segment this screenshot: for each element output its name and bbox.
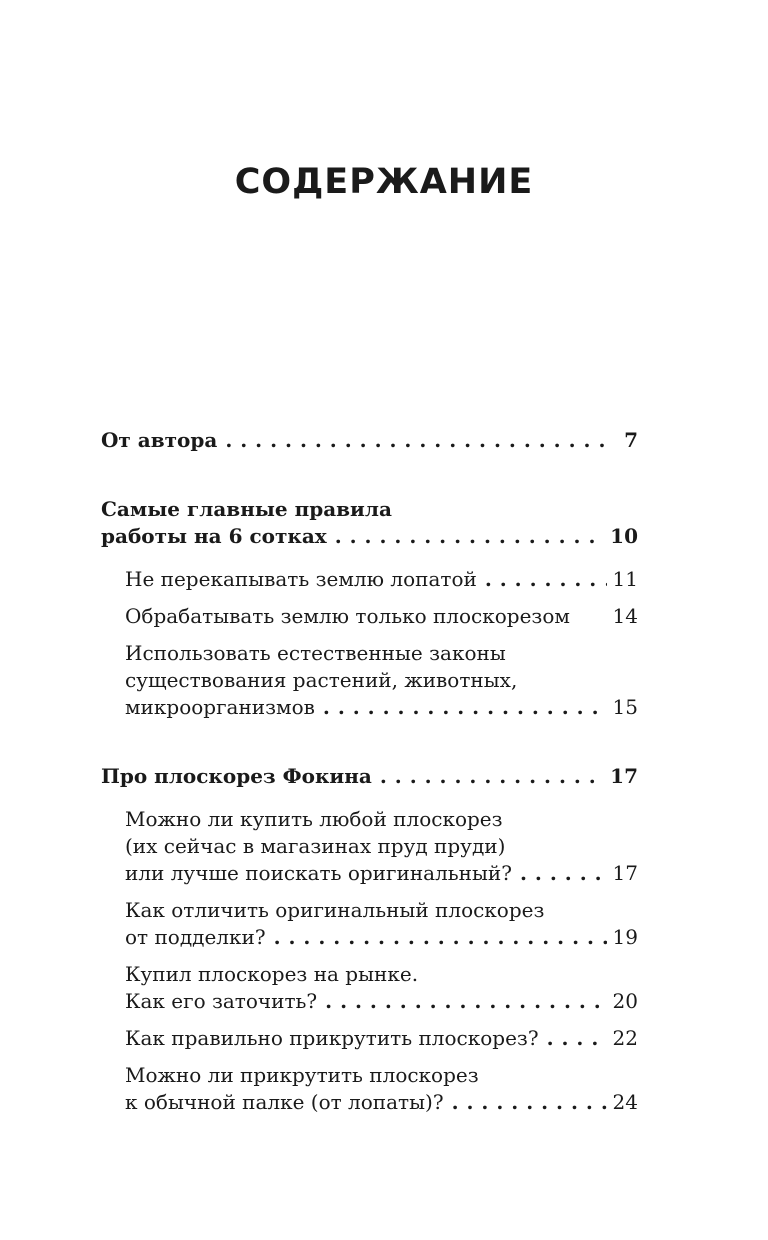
toc-subentry-buy-any[interactable] [125, 806, 638, 887]
toc-entry-title-line: Можно ли прикрутить плоскорез [125, 1063, 479, 1087]
toc-page-number: 7 [624, 428, 638, 452]
toc-page-number: 10 [610, 524, 638, 548]
toc-entry-title: микроорганизмов [125, 695, 315, 719]
toc-entry-title: к обычной палке (от лопаты)? [125, 1090, 444, 1114]
toc-subentry-flat-cutter-only[interactable] [125, 603, 638, 630]
toc-page-number: 22 [612, 1026, 638, 1050]
toc-section-main-rules[interactable] [101, 496, 638, 550]
toc-section-author[interactable] [101, 427, 638, 454]
toc-subentry-sharpen[interactable] [125, 961, 638, 1015]
table-of-contents [101, 427, 638, 1116]
toc-entry-title: От автора [101, 428, 218, 452]
toc-entry-title: Про плоскорез Фокина [101, 764, 372, 788]
toc-entry-title-line: существования растений, животных, [125, 668, 518, 692]
toc-entry-title: или лучше поискать оригинальный? [125, 861, 512, 885]
toc-page-number: 15 [612, 695, 638, 719]
toc-page-number: 11 [612, 567, 638, 591]
dot-leader [323, 694, 607, 721]
toc-entry-title-line: Самые главные правила [101, 497, 392, 521]
dot-leader [520, 860, 607, 887]
toc-entry-title-line: Можно ли купить любой плоскорез [125, 807, 503, 831]
toc-subentry-attach-correctly[interactable] [125, 1025, 638, 1052]
toc-page-number: 17 [610, 764, 638, 788]
dot-leader [325, 988, 606, 1015]
toc-entry-title-line: Как отличить оригинальный плоскорез [125, 898, 545, 922]
toc-page-number: 14 [612, 604, 638, 628]
toc-entry-title-line: Купил плоскорез на рынке. [125, 962, 419, 986]
toc-subentry-tell-fake[interactable] [125, 897, 638, 951]
dot-leader [225, 427, 608, 454]
toc-page-number: 20 [612, 989, 638, 1013]
toc-entry-title: Как его заточить? [125, 989, 318, 1013]
toc-entry-title-line: Использовать естественные законы [125, 641, 506, 665]
toc-entry-title: работы на 6 сотках [101, 524, 327, 548]
toc-subentry-natural-laws[interactable] [125, 640, 638, 721]
toc-subentry-no-digging[interactable] [125, 566, 638, 593]
dot-leader [335, 523, 604, 550]
toc-entry-title: Обрабатывать землю только плоскорезом [125, 604, 570, 628]
toc-page-number: 24 [612, 1090, 638, 1114]
dot-leader [452, 1089, 607, 1116]
dot-leader [547, 1025, 607, 1052]
toc-section-fokin-cutter[interactable] [101, 763, 638, 790]
dot-leader [380, 763, 604, 790]
toc-page-number: 17 [612, 861, 638, 885]
dot-leader [485, 566, 607, 593]
toc-entry-title-line: (их сейчас в магазинах пруд пруди) [125, 834, 506, 858]
toc-entry-title: от подделки? [125, 925, 266, 949]
toc-entry-title: Не перекапывать землю лопатой [125, 567, 477, 591]
toc-entry-title: Как правильно прикрутить плоскорез? [125, 1026, 539, 1050]
toc-subentry-shovel-handle[interactable] [125, 1062, 638, 1116]
page-title: СОДЕРЖАНИЕ [234, 162, 534, 202]
toc-page-number: 19 [612, 925, 638, 949]
dot-leader [274, 924, 607, 951]
